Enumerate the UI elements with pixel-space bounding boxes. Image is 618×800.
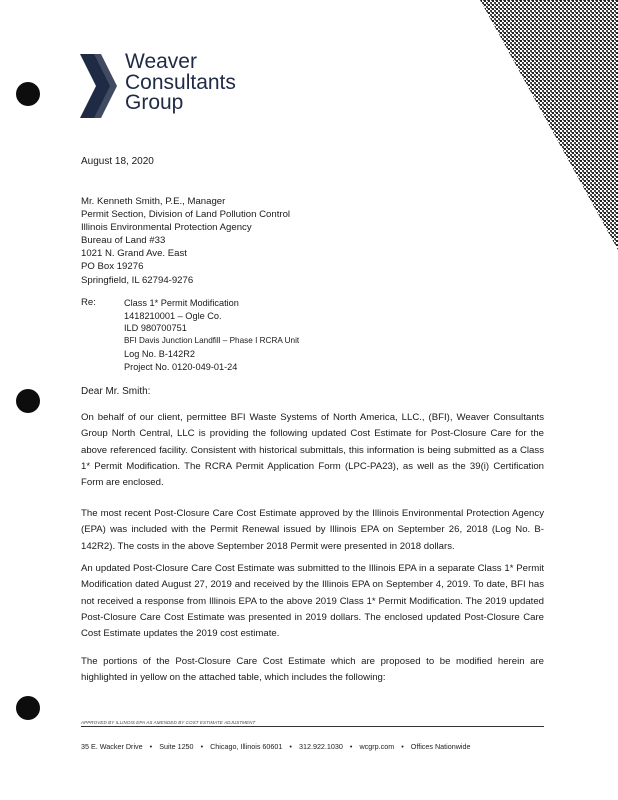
letterhead-footer [81, 742, 471, 751]
punch-hole-bottom [16, 696, 40, 720]
footer-city: Chicago, Illinois 60601 [210, 742, 283, 751]
recipient-line: Mr. Kenneth Smith, P.E., Manager [81, 196, 226, 207]
recipient-line: Illinois Environmental Protection Agency [81, 222, 252, 234]
scan-noise-corner [440, 0, 618, 250]
footer-suite: Suite 1250 [159, 742, 194, 751]
footer-offices: Offices Nationwide [410, 742, 471, 751]
subject-line: Project No. 0120-049-01-24 [124, 361, 238, 372]
company-logo [80, 52, 290, 122]
bullet-icon: • [149, 742, 153, 751]
bullet-icon: • [289, 742, 292, 751]
footer-phone: 312.922.1030 [298, 742, 343, 751]
salutation: Dear Mr. Smith: [81, 386, 151, 397]
letter-date: August 18, 2020 [81, 156, 154, 167]
subject-line: 1418210001 – Ogle Co. [124, 310, 222, 321]
recipient-address [81, 195, 290, 287]
recipient-line: Springfield, IL 62794-9276 [81, 274, 194, 286]
recipient-line: PO Box 19276 [81, 261, 144, 273]
bullet-icon: • [401, 742, 404, 751]
recipient-line: Bureau of Land #33 [81, 235, 166, 247]
subject-line: ILD 980700751 [124, 323, 187, 334]
recipient-line: Permit Section, Division of Land Pollution Control [81, 209, 291, 221]
paragraph-4: The portions of the Post-Closure Care Cost Estimate which are proposed to be modified herein are highlighted in yellow on the attached table, which includes the following: [81, 656, 544, 684]
company-name-line-1: Weaver [125, 50, 197, 73]
company-name-line-2: Consultants [125, 70, 236, 94]
company-name [125, 52, 236, 114]
chevron-logo-icon [80, 54, 122, 118]
bullet-icon: • [200, 742, 204, 751]
recipient-line: 1021 N. Grand Ave. East [81, 248, 187, 260]
footer-divider [81, 726, 544, 727]
re-label: Re: [81, 297, 96, 308]
punch-hole-middle [16, 389, 40, 413]
subject-line: Log No. B-142R2 [124, 348, 195, 359]
company-name-line-3: Group [125, 91, 184, 114]
bullet-icon: • [349, 742, 353, 751]
subject-block [124, 297, 299, 373]
punch-hole-top [16, 82, 40, 106]
paragraph-2: The most recent Post-Closure Care Cost Estimate approved by the Illinois Environmental Protection Agency (EPA) was included with the Permit Renewal issued by Illinois EPA on September 26, 2018 (Log No. B-142R2). The costs in the above September 2018 Permit were presented in 2018 dollars. [81, 508, 544, 552]
footer-website: wcgrp.com [359, 742, 395, 751]
subject-line: BFI Davis Junction Landfill – Phase I RCRA Unit [124, 336, 300, 346]
approval-stamp: APPROVED BY ILLINOIS EPA AS AMENDED BY COST ESTIMATE ADJUSTMENT [81, 720, 256, 725]
footer-street: 35 E. Wacker Drive [81, 742, 143, 751]
paragraph-1: On behalf of our client, permittee BFI Waste Systems of North America, LLC., (BFI), Weaver Consultants Group North Central, LLC is providing the following updated Cost Estimate for Post-Closure Care for the above referenced facility. Consistent with historical submittals, this information is being submitted as a Class 1* Permit Modification. The RCRA Permit Application Form (LPC-PA23), as well as the 39(i) Certification Form are enclosed. [81, 412, 544, 489]
paragraph-3: An updated Post-Closure Care Cost Estimate was submitted to the Illinois EPA in a separate Class 1* Permit Modification dated August 27, 2019 and received by the Illinois EPA on September 4, 2019. To date, BFI has not received a response from Illinois EPA to the above 2019 Class 1* Permit Modification. The 2019 updated Post-Closure Care Cost Estimate was presented in 2019 dollars. The enclosed updated Post-Closure Care Cost Estimate updates the 2019 cost estimate. [81, 563, 544, 640]
subject-line: Class 1* Permit Modification [124, 298, 239, 308]
